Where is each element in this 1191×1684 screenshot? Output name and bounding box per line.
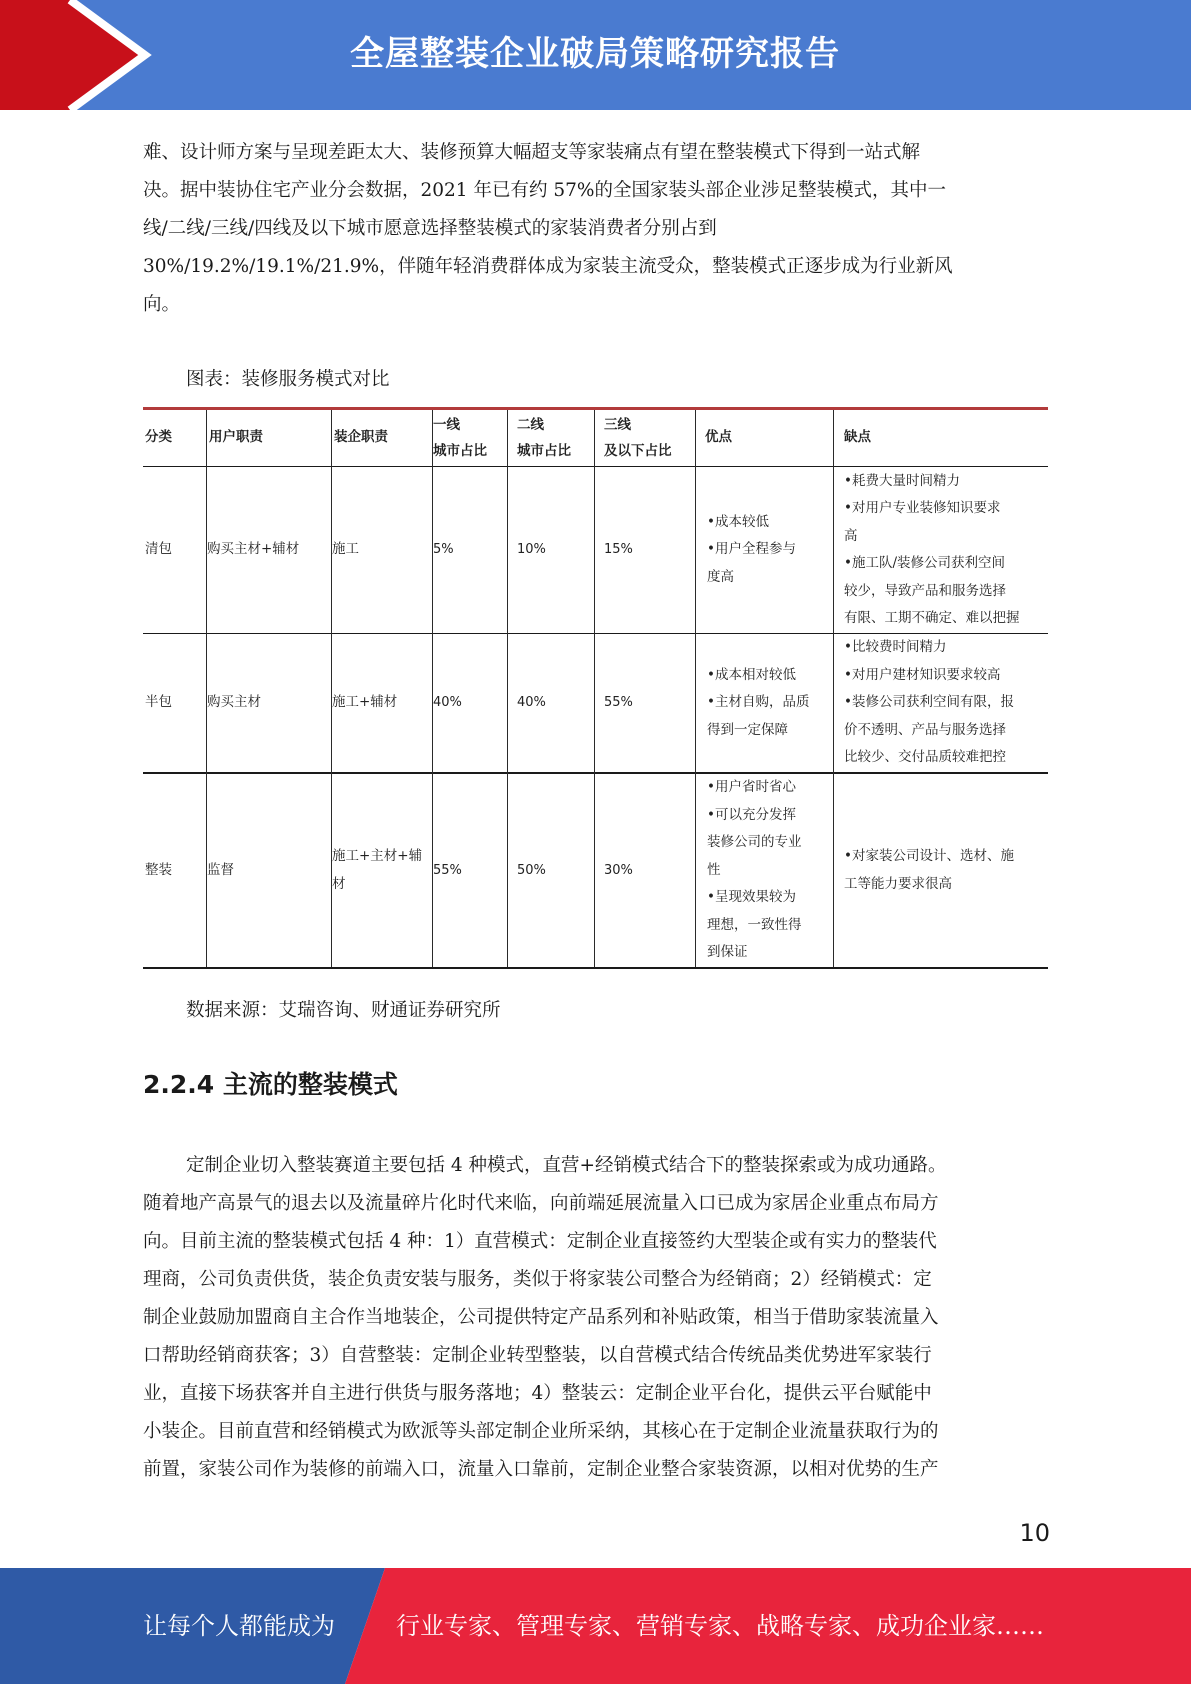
header-tier1-line: 城市占比 (433, 443, 487, 459)
row-pros (707, 467, 832, 633)
row-pros-line: •成本相对较低 (707, 666, 796, 683)
row-cons-line: 有限、工期不确定、难以把握 (844, 610, 1020, 626)
row-pros-line: 度高 (707, 568, 734, 585)
row-tier3: 30% (604, 862, 633, 878)
row-pros-line: •可以充分发挥 (707, 806, 796, 823)
header-tier3 (604, 410, 694, 466)
row-pros-line: 到保证 (707, 944, 748, 961)
figure-caption: 图表：装修服务模式对比 (186, 369, 390, 390)
table-col-divider (695, 410, 696, 967)
row-cons-line: 工等能力要求很高 (844, 875, 952, 892)
row-cons-line: •对家装公司设计、选材、施 (844, 848, 1014, 864)
report-title: 全屋整装企业破局策略研究报告 (350, 34, 840, 74)
table-rule (143, 967, 1048, 969)
footer-slogan-left: 让每个人都能成为 (143, 1612, 335, 1640)
row-cons (844, 467, 1047, 633)
section-line: 制企业鼓励加盟商自主合作当地装企，公司提供特定产品系列和补贴政策，相当于借助家装流量入 (143, 1307, 939, 1328)
row-tier1: 5% (433, 542, 454, 558)
row-pros (707, 634, 832, 772)
section-line: 业，直接下场获客并自主进行供货与服务落地；4）整装云：定制企业平台化，提供云平台赋能中 (143, 1383, 932, 1404)
header-company-duty: 装企职责 (334, 429, 388, 446)
intro-line: 线/二线/三线/四线及以下城市愿意选择整装模式的家装消费者分别占到 (143, 218, 717, 239)
row-pros-line: 性 (707, 861, 721, 878)
row-tier2: 50% (517, 862, 546, 878)
table-col-divider (507, 410, 508, 967)
row-pros-line: 理想，一致性得 (707, 916, 802, 933)
row-cons-line: •比较费时间精力 (844, 639, 947, 656)
header-tier2-line: 二线 (517, 417, 544, 433)
section-line: 口帮助经销商获客；3）自营整装：定制企业转型整装，以自营模式结合传统品类优势进军家装行 (143, 1345, 932, 1366)
intro-line: 30%/19.2%/19.1%/21.9%，伴随年轻消费群体成为家装主流受众，整装模式正逐步成为行业新风 (143, 256, 953, 277)
section-line: 理商，公司负责供货，装企负责安装与服务，类似于将家装公司整合为经销商；2）经销模式：定 (143, 1269, 932, 1290)
row-company-duty (332, 774, 430, 967)
table-col-divider (833, 410, 834, 967)
row-pros-line: 得到一定保障 (707, 721, 788, 738)
header-tier3-line: 三线 (604, 417, 631, 433)
row-tier3: 55% (604, 695, 633, 711)
footer-slogan-right: 行业专家、管理专家、营销专家、战略专家、成功企业家…… (396, 1612, 1044, 1640)
row-tier1: 55% (433, 862, 462, 878)
row-company-duty-line: 施工+主材+辅 (332, 848, 423, 864)
row-pros-line: •用户全程参与 (707, 541, 796, 558)
row-cons-line: •施工队/装修公司获利空间 (844, 555, 1006, 571)
header-tier2 (517, 410, 593, 466)
row-pros-line: •用户省时省心 (707, 779, 796, 796)
row-company-duty (332, 467, 430, 633)
row-company-duty (332, 634, 430, 772)
intro-line: 难、设计师方案与呈现差距太大、装修预算大幅超支等家装痛点有望在整装模式下得到一站式解 (143, 142, 921, 163)
row-cons-line: •对用户建材知识要求较高 (844, 666, 1001, 683)
comparison-table (143, 407, 1048, 969)
row-cons-line: •耗费大量时间精力 (844, 472, 960, 489)
row-cons-line: •装修公司获利空间有限，报 (844, 694, 1014, 711)
header-tier3-line: 及以下占比 (604, 443, 672, 459)
section-line: 小装企。目前直营和经销模式为欧派等头部定制企业所采纳，其核心在于定制企业流量获取行为的 (143, 1421, 939, 1442)
row-category: 清包 (145, 541, 172, 558)
row-cons-line: 价不透明、产品与服务选择 (844, 721, 1006, 738)
intro-line: 向。 (143, 294, 181, 315)
section-line: 随着地产高景气的退去以及流量碎片化时代来临，向前端延展流量入口已成为家居企业重点布局方 (143, 1193, 939, 1214)
row-cons-line: 比较少、交付品质较难把控 (844, 749, 1006, 766)
row-tier1: 40% (433, 695, 462, 711)
figure-source: 数据来源：艾瑞咨询、财通证券研究所 (186, 1000, 501, 1021)
header-tier2-line: 城市占比 (517, 443, 571, 459)
page-header (0, 0, 1191, 110)
page-footer (0, 1568, 1191, 1684)
row-tier2: 40% (517, 695, 546, 711)
row-pros-line: •呈现效果较为 (707, 889, 796, 906)
header-tier1 (433, 410, 506, 466)
header-pros: 优点 (705, 429, 732, 446)
row-cons-line: •对用户专业装修知识要求 (844, 500, 1001, 516)
header-user-duty: 用户职责 (209, 429, 263, 446)
section-line: 定制企业切入整装赛道主要包括 4 种模式，直营+经销模式结合下的整装探索或为成功通路。 (186, 1155, 947, 1176)
header-category: 分类 (145, 429, 172, 446)
header-cons: 缺点 (844, 429, 871, 446)
row-pros-line: •主材自购，品质 (707, 694, 810, 711)
row-user-duty: 监督 (207, 861, 234, 878)
row-company-duty-line: 施工 (332, 541, 359, 558)
row-user-duty: 购买主材 (207, 694, 261, 711)
intro-line: 决。据中装协住宅产业分会数据，2021 年已有约 57%的全国家装头部企业涉足整装模式，其中一 (143, 180, 946, 201)
row-category: 半包 (145, 694, 172, 711)
row-category: 整装 (145, 861, 172, 878)
header-tier1-line: 一线 (433, 417, 460, 433)
section-line: 向。目前主流的整装模式包括 4 种：1）直营模式：定制企业直接签约大型装企或有实力的整装代 (143, 1231, 937, 1252)
row-tier3: 15% (604, 542, 633, 558)
row-cons (844, 774, 1047, 967)
page-number: 10 (1019, 1519, 1050, 1547)
row-pros (707, 774, 832, 967)
row-company-duty-line: 施工+辅材 (332, 694, 398, 711)
row-cons (844, 634, 1047, 772)
row-tier2: 10% (517, 542, 546, 558)
row-company-duty-line: 材 (332, 875, 346, 892)
row-pros-line: •成本较低 (707, 513, 769, 530)
row-pros-line: 装修公司的专业 (707, 834, 802, 851)
section-line: 前置，家装公司作为装修的前端入口，流量入口靠前，定制企业整合家装资源，以相对优势的生产 (143, 1459, 939, 1480)
section-heading: 2.2.4 主流的整装模式 (143, 1070, 398, 1099)
table-col-divider (594, 410, 595, 967)
row-cons-line: 较少，导致产品和服务选择 (844, 582, 1006, 599)
row-cons-line: 高 (844, 527, 858, 544)
row-user-duty: 购买主材+辅材 (207, 541, 300, 558)
